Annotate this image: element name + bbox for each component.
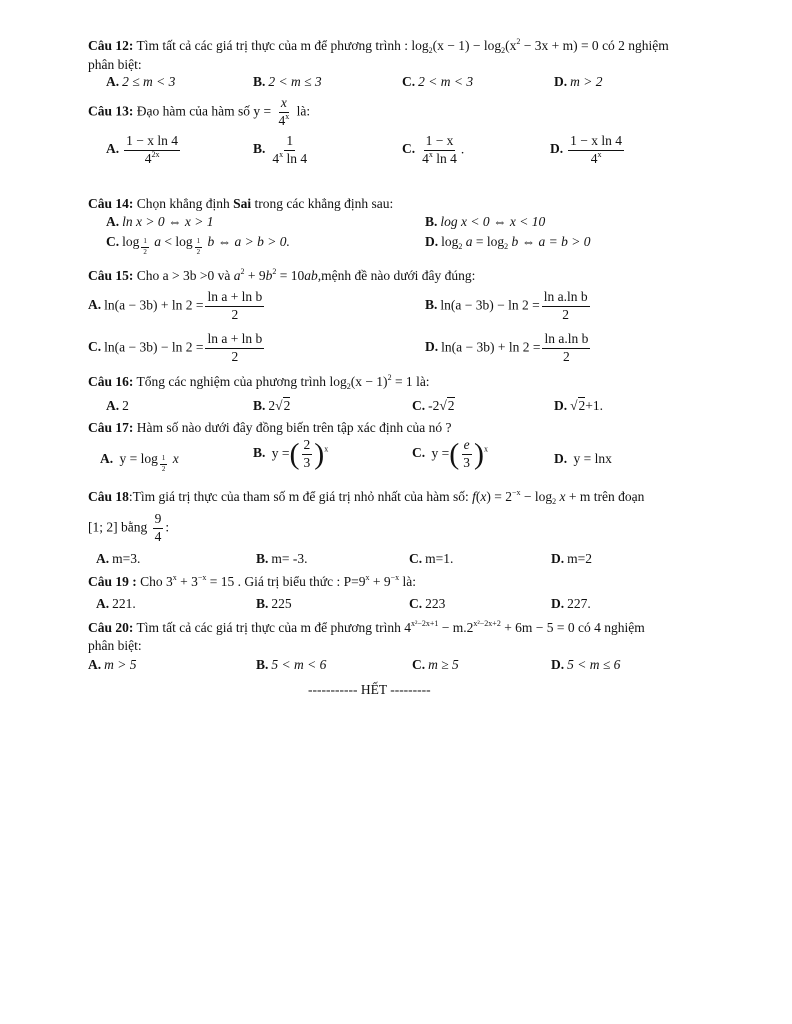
q20-option-d[interactable]: D. 5 < m ≤ 6 — [551, 657, 621, 672]
q15-option-a[interactable]: A. ln(a − 3b) + ln 2 = $\frac{\text{ln a + ln b}}{2}$ — [88, 289, 263, 322]
q13-option-a[interactable]: A. $\frac{\text{1 − x ln 4}}{4^{2x}}$ — [106, 133, 178, 166]
q12-option-b[interactable]: B. 2 < m ≤ 3 — [253, 74, 322, 89]
q18-option-a[interactable]: A. m=3. — [96, 551, 141, 566]
q19-option-d[interactable]: D. 227. — [551, 596, 591, 611]
q16-option-b[interactable]: B. 2√2 — [253, 398, 291, 413]
q18-option-c[interactable]: C. m=1. — [409, 551, 454, 566]
q13-option-c[interactable]: C. $\frac{1 - x}{4^x \ln 4}$ . — [402, 133, 465, 166]
q12-option-d[interactable]: D. m > 2 — [554, 74, 603, 89]
q20-option-c[interactable]: C. m ≥ 5 — [412, 657, 459, 672]
q15-option-b[interactable]: B. ln(a − 3b) − ln 2 = $\frac{\text{ln a.ln b}}{2}$ — [425, 289, 588, 322]
q19-option-a[interactable]: A. 221. — [96, 596, 136, 611]
q15-stem: Câu 15: Cho a > 3b >0 và $a^2 + 9b^2$ = 10ab,mệnh đề nào dưới đây đúng: — [88, 267, 476, 283]
q14-option-b[interactable]: B. log x < 0 ⇔ x < 10 — [425, 214, 546, 229]
q16-stem: Câu 16: Tổng các nghiệm của phương trình $\log_2(x - 1)^2 = 1$ là: — [88, 373, 430, 391]
end-marker: ----------- HẾT --------- — [308, 682, 431, 697]
q18-option-d[interactable]: D. m=2 — [551, 551, 592, 566]
q20-option-a[interactable]: A. m > 5 — [88, 657, 137, 672]
q12-stem: Câu 12: Tìm tất cả các giá trị thực của m để phương trình : $\log_2(x - 1) - \log_2(x^2 - 3x + m) = 0$ có 2 nghiệm — [88, 37, 669, 55]
q16-option-a[interactable]: A. 2 — [106, 398, 129, 413]
q19-option-b[interactable]: B. 225 — [256, 596, 292, 611]
q14-stem: Câu 14: Chọn khẳng định Sai trong các khẳng định sau: — [88, 196, 394, 211]
q13-stem: Câu 13: Đạo hàm của hàm số y = $\frac{x}{4^x}$ là: — [88, 95, 311, 128]
q19-stem: Câu 19 : Cho $3^x + 3^{-x} = 15$ . Giá trị biểu thức : $P=9^x + 9^{-x}$ là: — [88, 573, 416, 589]
q17-option-b[interactable]: B. y =( $\frac{2}{3}$ )$^x$ — [253, 437, 329, 471]
q12-option-a[interactable]: A. 2 ≤ m < 3 — [106, 74, 176, 89]
q12-stem-cont: phân biệt: — [88, 57, 142, 72]
q18-option-b[interactable]: B. m= -3. — [256, 551, 308, 566]
q18-stem: Câu 18:Tìm giá trị thực của tham số m để giá trị nhỏ nhất của hàm số: $f(x) = 2^{-x} - \log_2 x + m$ trên đoạn — [88, 488, 645, 506]
q12-option-c[interactable]: C. 2 < m < 3 — [402, 74, 474, 89]
q16-option-d[interactable]: D. √2+1. — [554, 398, 604, 413]
q14-option-c[interactable]: C. log $_{\frac{1}{2}}$ a < log $_{\frac{1}{2}}$ b ⇔ a > b > 0. — [106, 234, 290, 256]
q17-option-d[interactable]: D. y = lnx — [554, 451, 612, 466]
q17-option-c[interactable]: C. y =( $\frac{e}{3}$ )$^x$ — [412, 437, 488, 471]
q13-option-b[interactable]: B. $\frac{1}{4^x \ln 4}$ — [253, 133, 308, 166]
q13-option-d[interactable]: D. $\frac{\text{1 − x ln 4}}{4^x}$ — [550, 133, 622, 166]
q15-option-c[interactable]: C. ln(a − 3b) − ln 2 = $\frac{\text{ln a + ln b}}{2}$ — [88, 331, 263, 364]
q18-stem-cont: [1; 2] bằng $\frac{9}{4}$ : — [88, 511, 170, 544]
q16-option-c[interactable]: C. -2√2 — [412, 398, 455, 413]
q19-option-c[interactable]: C. 223 — [409, 596, 446, 611]
q17-option-a[interactable]: A. y = log $_{\frac{1}{2}}$ x — [100, 451, 179, 473]
q14-option-a[interactable]: A. ln x > 0 ⇔ x > 1 — [106, 214, 214, 229]
q17-stem: Câu 17: Hàm số nào dưới đây đồng biến trên tập xác định của nó ? — [88, 420, 452, 435]
q20-stem-cont: phân biệt: — [88, 638, 142, 653]
q20-stem: Câu 20: Tìm tất cả các giá trị thực của m để phương trình $4^{x^2-2x+1} - m.2^{x^2-2x+2} + 6m - 5 = 0$ có 4 nghiệm — [88, 619, 645, 635]
q20-option-b[interactable]: B. 5 < m < 6 — [256, 657, 327, 672]
q14-option-d[interactable]: D. $\log_2 a = \log_2 b$ ⇔ a = b > 0 — [425, 234, 591, 251]
q15-option-d[interactable]: D. ln(a − 3b) + ln 2 = $\frac{\text{ln a.ln b}}{2}$ — [425, 331, 589, 364]
